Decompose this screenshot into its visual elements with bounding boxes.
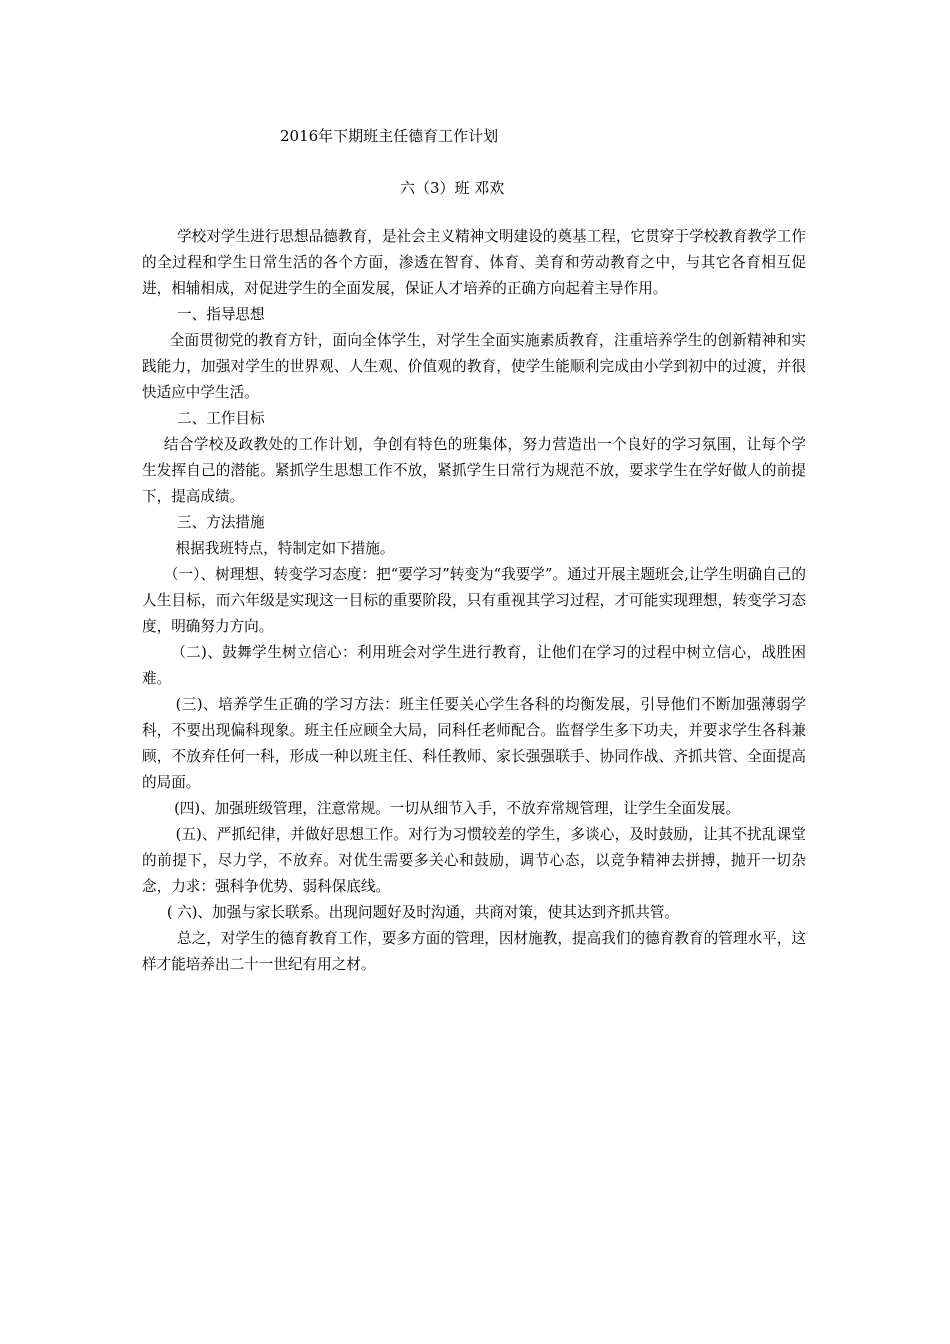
intro-paragraph: 学校对学生进行思想品德教育，是社会主义精神文明建设的奠基工程，它贯穿于学校教育教学工作的全过程和学生日常生活的各个方面，渗透在智育、体育、美育和劳动教育之中，与其它各育相互促进，相辅相成，对促进学生的全面发展，保证人才培养的正确方向起着主导作用。 xyxy=(142,228,806,297)
paragraph-work-goals: 结合学校及政教处的工作计划，争创有特色的班集体，努力营造出一个良好的学习氛围，让每个学生发挥自己的潜能。紧抓学生思想工作不放，紧抓学生日常行为规范不放，要求学生在学好做人的前提下，提高成绩。 xyxy=(142,436,806,505)
document-title: 2016年下期班主任德育工作计划 xyxy=(280,127,499,145)
section-heading-work-goals: 二、工作目标 xyxy=(177,410,265,427)
measure-item-6: ( 六)、加强与家长联系。出现问题好及时沟通，共商对策，使其达到齐抓共管。 xyxy=(166,904,680,921)
section-heading-methods: 三、方法措施 xyxy=(177,514,265,531)
measure-item-5: (五)、严抓纪律，并做好思想工作。对行为习惯较差的学生，多谈心，及时鼓励，让其不扰乱课堂的前提下，尽力学，不放弃。对优生需要多关心和鼓励，调节心态，以竞争精神去拼搏，抛开一切杂念，力求：强科争优势、弱科保底线。 xyxy=(142,826,806,895)
paragraph-methods-intro: 根据我班特点，特制定如下措施。 xyxy=(175,540,395,557)
measure-item-1: （一）、树理想、转变学习态度：把“要学习”转变为“我要学”。通过开展主题班会,让学生明确自己的人生目标，而六年级是实现这一目标的重要阶段，只有重视其学习过程，才可能实现理想，转变学习态度，明确努力方向。 xyxy=(142,566,806,635)
section-heading-guiding-ideology: 一、指导思想 xyxy=(177,306,265,323)
paragraph-guiding-ideology: 全面贯彻党的教育方针，面向全体学生，对学生全面实施素质教育，注重培养学生的创新精神和实践能力，加强对学生的世界观、人生观、价值观的教育，使学生能顺利完成由小学到初中的过渡，并很快适应中学生活。 xyxy=(142,332,806,401)
document-byline: 六（3）班 邓欢 xyxy=(400,179,505,197)
document-body xyxy=(142,224,806,978)
measure-item-3: (三)、培养学生正确的学习方法：班主任要关心学生各科的均衡发展，引导他们不断加强薄弱学科，不要出现偏科现象。班主任应顾全大局，同科任老师配合。监督学生多下功夫，并要求学生各科兼顾，不放弃任何一科，形成一种以班主任、科任教师、家长强强联手、协同作战、齐抓共管、全面提高的局面。 xyxy=(142,696,806,791)
measure-item-4: (四)、加强班级管理，注意常规。一切从细节入手，不放弃常规管理，让学生全面发展。 xyxy=(174,800,741,817)
measure-item-2: （二)、鼓舞学生树立信心：利用班会对学生进行教育，让他们在学习的过程中树立信心，战胜困难。 xyxy=(142,644,806,687)
conclusion-paragraph: 总之，对学生的德育教育工作，要多方面的管理，因材施教，提高我们的德育教育的管理水平，这样才能培养出二十一世纪有用之材。 xyxy=(142,930,806,973)
